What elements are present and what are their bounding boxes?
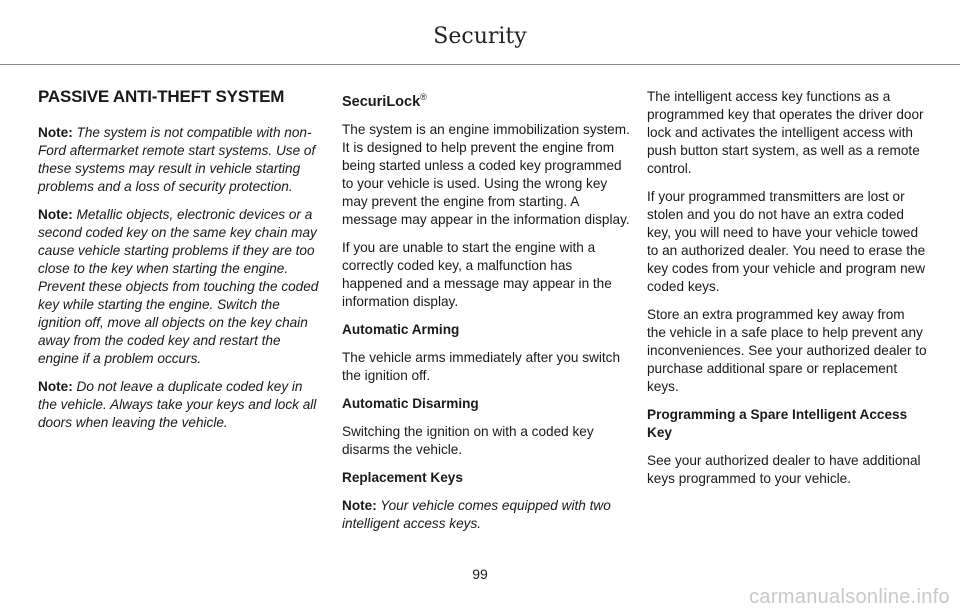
automatic-arming-text: The vehicle arms immediately after you switch the ignition off. [342, 349, 621, 383]
spare-key-paragraph: Store an extra programmed key away from the vehicle in a safe place to help prevent any inconveniences. See your authorized dealer to purchase additional spare or replacement keys. [647, 307, 927, 394]
note-metallic-objects [38, 206, 320, 368]
note-text: Do not leave a duplicate coded key in the vehicle. Always take your keys and lock all doors when leaving the vehicle. [38, 379, 317, 430]
note-text: Your vehicle comes equipped with two intelligent access keys. [342, 497, 611, 531]
column-right [647, 88, 927, 498]
automatic-disarming-heading: Automatic Disarming [342, 395, 479, 411]
note-compatibility [38, 124, 320, 196]
header-divider [0, 64, 960, 65]
lost-transmitters-paragraph: If your programmed transmitters are lost or stolen and you do not have an extra coded key, you will need to have your vehicle towed to an authorized dealer. You need to erase the key codes from your vehicle and program new coded keys. [647, 189, 926, 294]
registered-mark: ® [420, 92, 427, 102]
page-number: 99 [472, 566, 488, 582]
malfunction-paragraph: If you are unable to start the engine with a correctly coded key, a malfunction has happened and a message may appear in the information display. [342, 239, 612, 309]
securilock-heading [342, 88, 632, 111]
intelligent-access-paragraph: The intelligent access key functions as a programmed key that operates the driver door lock and activates the intelligent access with push button start system, as well as a remote control. [647, 89, 924, 176]
section-title: PASSIVE ANTI-THEFT SYSTEM [38, 87, 285, 106]
section-header: Security [433, 24, 527, 49]
note-two-keys [342, 497, 632, 533]
note-label: Note: [38, 125, 73, 140]
note-text: The system is not compatible with non-Ford aftermarket remote start systems. Use of these systems may result in vehicle starting problems and a loss of security protection. [38, 125, 316, 194]
watermark: carmanualsonline.info [749, 586, 950, 608]
column-left [38, 88, 320, 442]
automatic-disarming-text: Switching the ignition on with a coded key disarms the vehicle. [342, 423, 594, 457]
column-middle [342, 88, 632, 543]
note-text: Metallic objects, electronic devices or a second coded key on the same key chain may cause vehicle starting problems if they are too close to the key when starting the engine. Prevent these objects from touching the coded key while starting the engine. Switch the ignition off, move all objects on the key chain away from the coded key and restart the engine if a problem occurs. [38, 207, 319, 366]
securilock-title: SecuriLock [342, 93, 421, 110]
note-duplicate-key [38, 378, 320, 432]
programming-spare-key-text: See your authorized dealer to have additional keys programmed to your vehicle. [647, 453, 921, 486]
replacement-keys-heading: Replacement Keys [342, 469, 463, 485]
automatic-arming-heading: Automatic Arming [342, 321, 460, 337]
programming-spare-key-heading: Programming a Spare Intelligent Access Key [647, 407, 908, 440]
note-label: Note: [342, 497, 377, 513]
securilock-description: The system is an engine immobilization system. It is designed to help prevent the engine from being started unless a coded key programmed to your vehicle is used. Using the wrong key may prevent the engine from starting. A message may appear in the information display. [342, 121, 630, 227]
note-label: Note: [38, 379, 73, 394]
note-label: Note: [38, 207, 73, 222]
